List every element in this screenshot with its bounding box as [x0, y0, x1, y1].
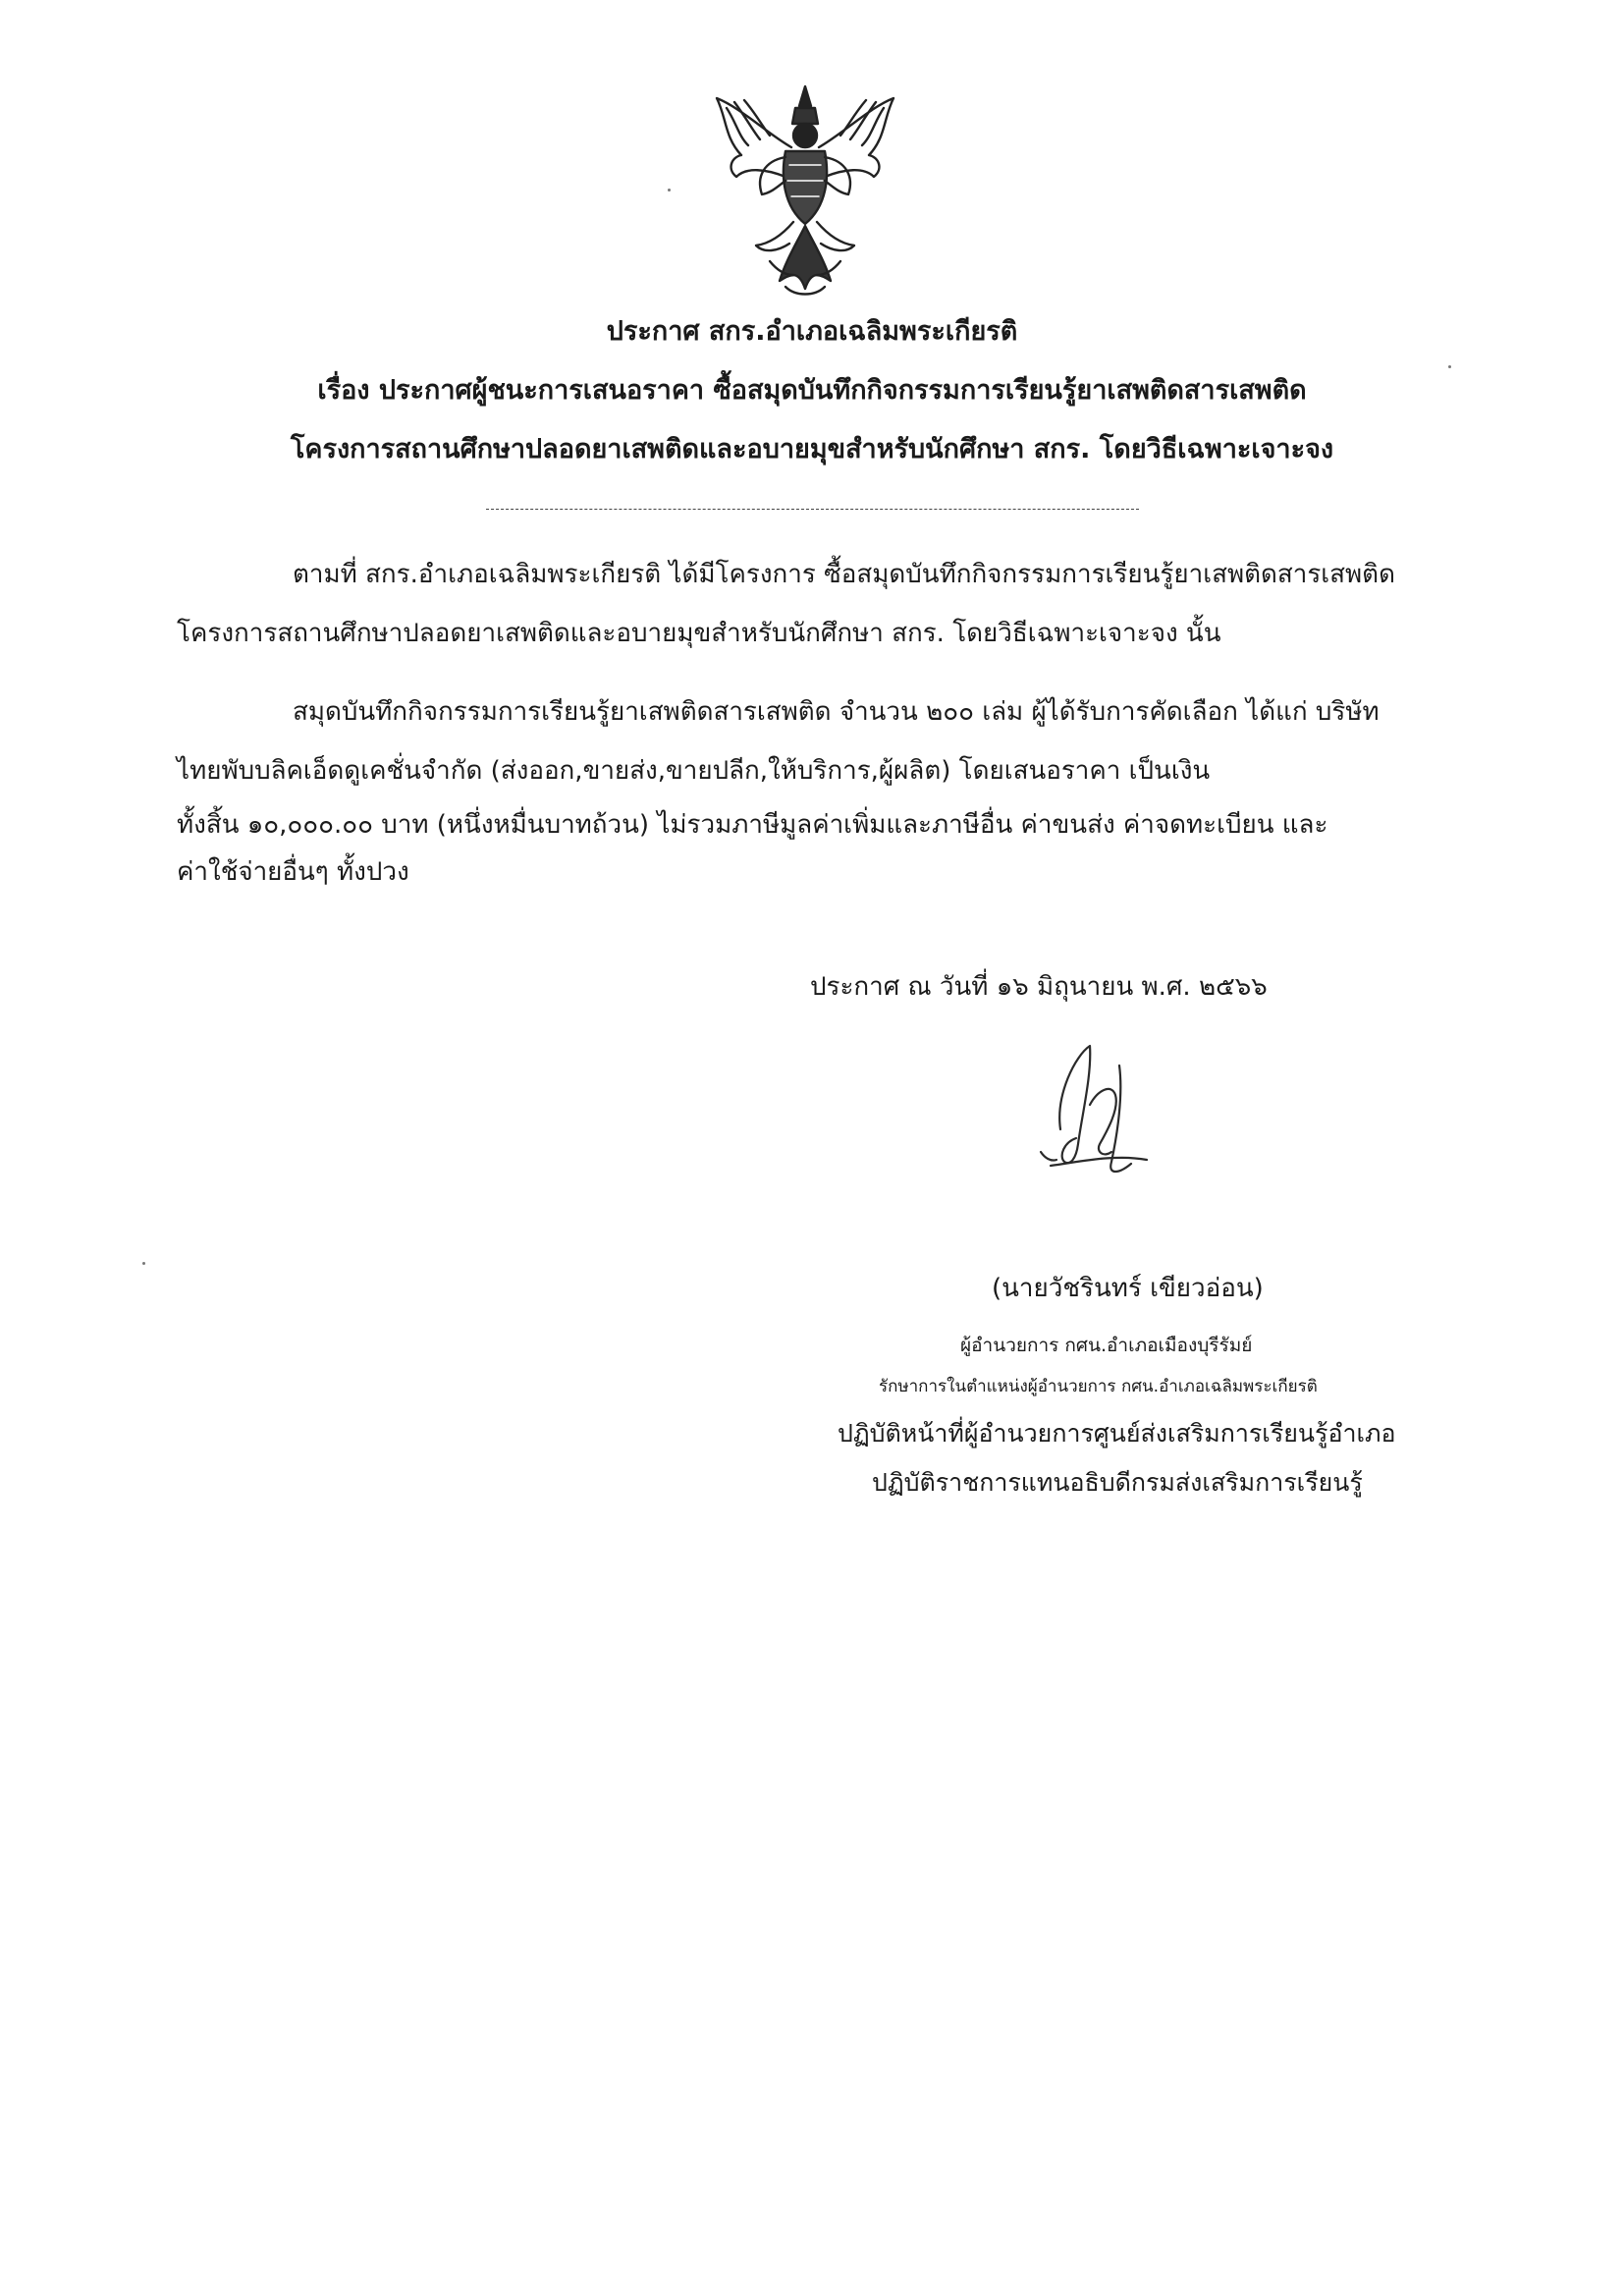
signatory-position: ผู้อำนวยการ กศน.อำเภอเมืองบุรีรัมย์ — [960, 1335, 1253, 1356]
signatory-duty: ปฏิบัติหน้าที่ผู้อำนวยการศูนย์ส่งเสริมการเรียนรู้อำเภอ — [838, 1419, 1396, 1448]
scan-speck — [1448, 365, 1451, 368]
body-paragraph-line: ตามที่ สกร.อำเภอเฉลิมพระเกียรติ ได้มีโครงการ ซื้อสมุดบันทึกกิจกรรมการเรียนรู้ยาเสพติดสารเสพติด — [293, 560, 1395, 589]
garuda-emblem-icon — [687, 79, 923, 304]
body-paragraph-line: โครงการสถานศึกษาปลอดยาเสพติดและอบายมุขสำหรับนักศึกษา สกร. โดยวิธีเฉพาะเจาะจง นั้น — [177, 619, 1221, 648]
signatory-acting-position: รักษาการในตำแหน่งผู้อำนวยการ กศน.อำเภอเฉลิมพระเกียรติ — [879, 1377, 1318, 1396]
announcement-date: ประกาศ ณ วันที่ ๑๖ มิถุนายน พ.ศ. ๒๕๖๖ — [810, 972, 1268, 1002]
body-paragraph-line: ทั้งสิ้น ๑๐,๐๐๐.๐๐ บาท (หนึ่งหมื่นบาทถ้วน) ไม่รวมภาษีมูลค่าเพิ่มและภาษีอื่น ค่าขนส่ง ค่าจดทะเบียน และ — [177, 810, 1328, 840]
handwritten-signature — [1021, 1036, 1178, 1183]
body-paragraph-line: สมุดบันทึกกิจกรรมการเรียนรู้ยาเสพติดสารเสพติด จำนวน ๒๐๐ เล่ม ผู้ได้รับการคัดเลือก ได้แก่ บริษัท — [293, 697, 1380, 727]
scan-speck — [668, 189, 671, 191]
scan-speck — [142, 1262, 145, 1265]
announcement-title: ประกาศ สกร.อำเภอเฉลิมพระเกียรติ — [606, 316, 1018, 347]
announcement-subject: เรื่อง ประกาศผู้ชนะการเสนอราคา ซื้อสมุดบันทึกกิจกรรมการเรียนรู้ยาเสพติดสารเสพติด — [317, 375, 1307, 406]
body-paragraph-line: ค่าใช้จ่ายอื่นๆ ทั้งปวง — [177, 857, 409, 887]
dashed-divider — [486, 509, 1139, 510]
signatory-name: (นายวัชรินทร์ เขียวอ่อน) — [992, 1274, 1264, 1303]
announcement-subject-continued: โครงการสถานศึกษาปลอดยาเสพติดและอบายมุขสำหรับนักศึกษา สกร. โดยวิธีเฉพาะเจาะจง — [290, 434, 1334, 465]
signatory-on-behalf: ปฏิบัติราชการแทนอธิบดีกรมส่งเสริมการเรียนรู้ — [872, 1468, 1363, 1497]
body-paragraph-line: ไทยพับบลิคเอ็ดดูเคชั่นจำกัด (ส่งออก,ขายส่ง,ขายปลีก,ให้บริการ,ผู้ผลิต) โดยเสนอราคา เป็นเงิน — [177, 756, 1211, 786]
